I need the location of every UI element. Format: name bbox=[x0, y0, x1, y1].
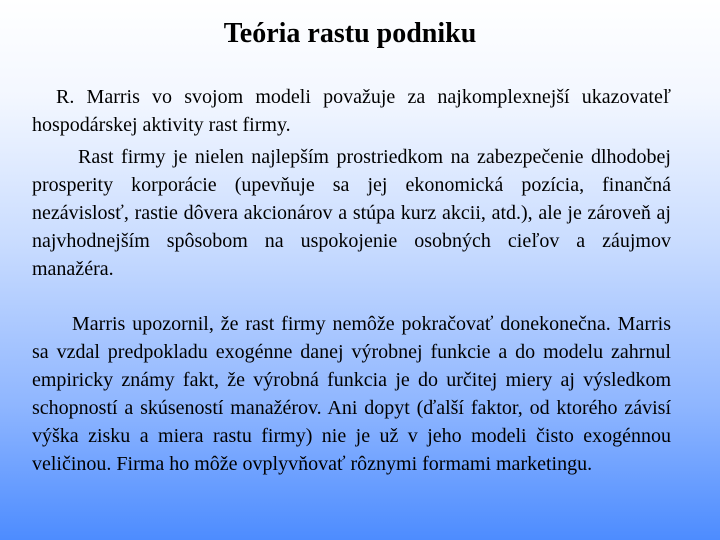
slide-title: Teória rastu podniku bbox=[223, 18, 477, 49]
paragraph-intro-end: . bbox=[285, 114, 291, 136]
paragraph-growth-benefits bbox=[32, 143, 671, 283]
paragraph-growth-limits-text: Marris upozornil, že rast firmy nemôže pokračovať donekonečna. Marris sa vzdal predpokladu exogénne danej výrobnej funkcie a do modelu zahrnul empiricky známy fakt, že výrobná funkcia je do určitej miery aj výsledkom schopností a skúseností manažérov. Ani dopyt (ďalší faktor, od ktorého závisí výška zisku a miera rastu firmy) nie je už v jeho modeli čisto exogénnou veličinou. Firma ho môže ovplyvňovať rôznymi formami marketingu. bbox=[32, 313, 671, 475]
paragraph-intro bbox=[32, 83, 671, 139]
paragraph-intro-text: R. Marris vo svojom modeli považuje za najkomplexnejší ukazovateľ hospodárskej aktivity bbox=[32, 86, 671, 136]
paragraph-growth-limits bbox=[32, 310, 671, 478]
paragraph-intro-emphasis: rast firmy bbox=[208, 114, 286, 136]
paragraph-growth-benefits-text: Rast firmy je nielen najlepším prostriedkom na zabezpečenie dlhodobej prosperity korporácie (upevňuje sa jej ekonomická pozícia, finančná nezávislosť, rastie dôvera akcionárov a stúpa kurz akcii, atd.), ale je zároveň aj najvhodnejším spôsobom na uspokojenie osobných cieľov a záujmov manažéra. bbox=[32, 146, 671, 280]
